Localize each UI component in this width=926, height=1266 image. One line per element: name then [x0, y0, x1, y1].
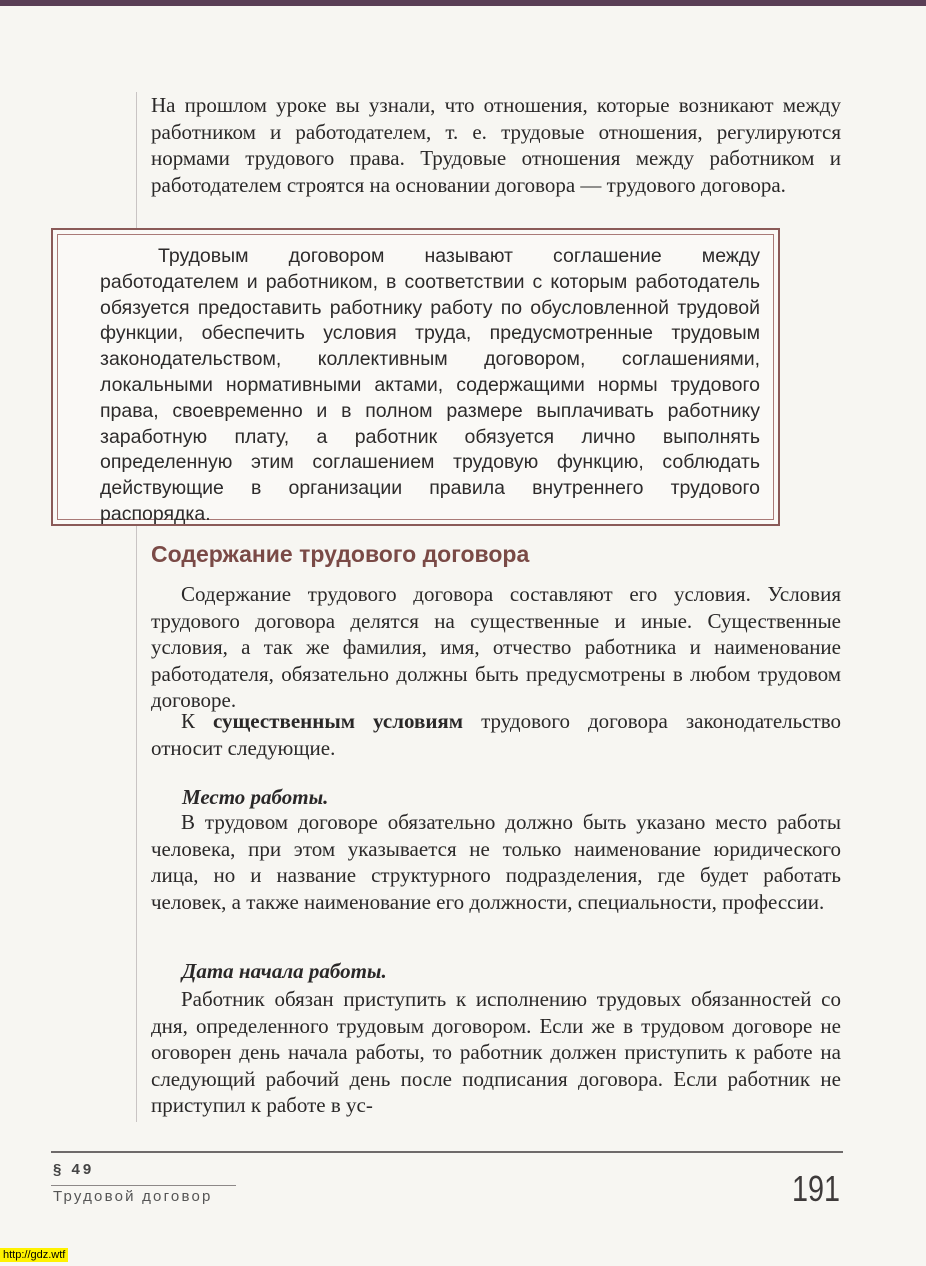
essential-conditions-paragraph: [151, 708, 841, 761]
workplace-paragraph: В трудовом договоре обязательно должно быть указано место работы человека, при этом указывается не только наименование юридического лица, но и название структурного подразделения, где будет работать человек, а также наименование его должности, специальности, профессии.: [151, 810, 841, 914]
footer-rule: [51, 1151, 843, 1153]
watermark-link[interactable]: http://gdz.wtf: [0, 1248, 68, 1262]
start-date-paragraph: Работник обязан приступить к исполнению трудовых обязанностей со дня, определенного трудовым договором. Если же в трудовом договоре не оговорен день начала работы, то работник должен приступить к работе на следующий рабочий день после подписания договора. Если работник не приступил к работе в ус-: [151, 987, 841, 1117]
section-heading: Содержание трудового договора: [151, 541, 530, 567]
definition-box: [51, 228, 780, 526]
intro-paragraph: На прошлом уроке вы узнали, что отношения, которые возникают между работником и работодателем, т. е. трудовые отношения, регулируются нормами трудового права. Трудовые отношения между работником и работодателем строятся на основании договора — трудового договора.: [151, 93, 841, 197]
paragraph-text-start: К: [181, 709, 214, 733]
content-paragraph: Содержание трудового договора составляют его условия. Условия трудового договора делятся на существенные и иные. Существенные условия, а так же фамилия, имя, отчество работника и наименование работодателя, обязательно должны быть предусмотрены в любом трудовом договоре.: [151, 582, 841, 712]
footer-section-title: Трудовой договор: [53, 1188, 213, 1205]
subheading-workplace: Место работы.: [182, 785, 329, 809]
essential-conditions-term: существенным условиям: [213, 709, 464, 733]
definition-text: Трудовым договором называют соглашение между работодателем и работником, в соответствии с которым работодатель обязуется предоставить работнику работу по обусловленной трудовой функции, обеспечить условия труда, предусмотренные трудовым законодательством, коллективным договором, соглашениями, локальными нормативными актами, содержащими нормы трудового права, своевременно и в полном размере выплачивать работнику заработную плату, а работник обязуется лично выполнять определенную этим соглашением трудовую функцию, соблюдать действующие в организации правила внутреннего трудового распорядка.: [100, 245, 760, 525]
top-rule: [0, 0, 926, 6]
paragraph-text-end: трудового договора законодательство относит следующие.: [151, 709, 842, 760]
page-number: 191: [791, 1168, 840, 1209]
footer-underline: [51, 1185, 236, 1186]
subheading-start-date: Дата начала работы.: [182, 959, 387, 983]
footer-section-number: § 49: [53, 1161, 95, 1178]
